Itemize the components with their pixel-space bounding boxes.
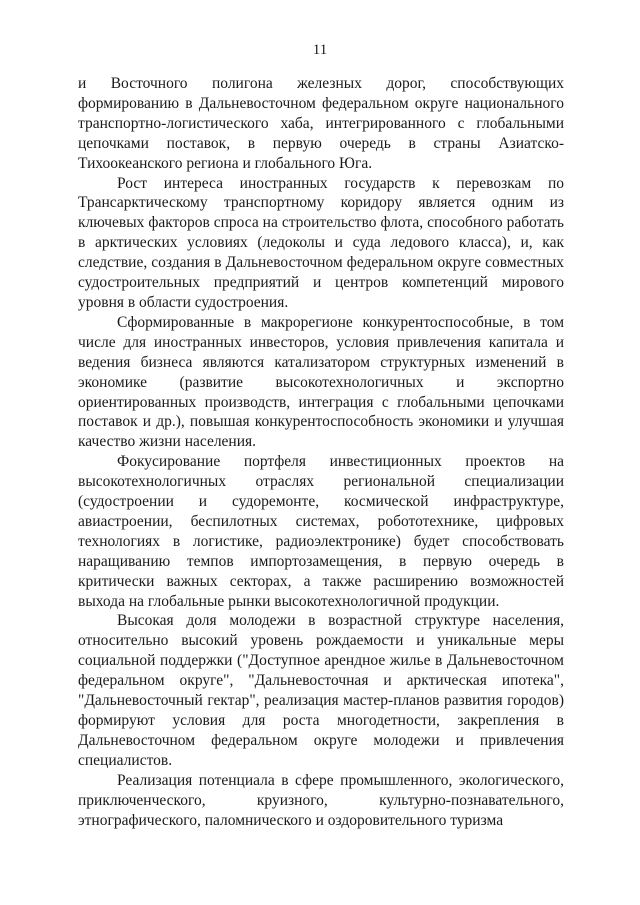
document-body xyxy=(78,74,564,830)
paragraph-investment-conditions: Сформированные в макрорегионе конкурентоспособные, в том числе для иностранных инвесторов, условия привлечения капитала и ведения бизнеса являются катализатором структурных изменений в экономике (развитие высокотехнологичных и экспортно ориентированных производств, интеграция с глобальными цепочками поставок и др.), повышая конкурентоспособность экономики и улучшая качество жизни населения. xyxy=(78,313,564,451)
paragraph-transarctic-corridor: Рост интереса иностранных государств к перевозкам по Трансарктическому транспортному коридору является одним из ключевых факторов спроса на строительство флота, способного работать в арктических условиях (ледоколы и суда ледового класса), и, как следствие, создания в Дальневосточном федеральном округе совместных судостроительных предприятий и центров компетенций мирового уровня в области судостроения. xyxy=(78,174,564,311)
paragraph-youth-demographics: Высокая доля молодежи в возрастной структуре населения, относительно высокий уровень рождаемости и уникальные меры социальной поддержки ("Доступное арендное жилье в Дальневосточном федеральном округе", "Дальневосточная и арктическая ипотека", "Дальневосточный гектар", реализация мастер-планов развития городов) формируют условия для роста многодетности, закрепления в Дальневосточном федеральном округе молодежи и привлечения специалистов. xyxy=(78,612,564,769)
paragraph-continuation: и Восточного полигона железных дорог, способствующих формированию в Дальневосточном федеральном округе национального транспортно-логистического хаба, интегрированного с глобальными цепочками поставок, в первую очередь в страны Азиатско-Тихоокеанского региона и глобального Юга. xyxy=(78,75,564,172)
page-number: 11 xyxy=(312,42,328,58)
paragraph-high-tech-projects: Фокусирование портфеля инвестиционных проектов на высокотехнологичных отраслях региональной специализации (судостроении и судоремонте, космической инфраструктуре, авиастроении, беспилотных системах, робототехнике, цифровых технологиях в логистике, радиоэлектронике) будет способствовать наращиванию темпов импортозамещения, в первую очередь в критически важных секторах, а также расширению возможностей выхода на глобальные рынки высокотехнологичной продукции. xyxy=(78,453,564,610)
paragraph-tourism-potential: Реализация потенциала в сфере промышленного, экологического, приключенческого, круизного, культурно-познавательного, этнографического, паломнического и оздоровительного туризма xyxy=(78,771,564,829)
